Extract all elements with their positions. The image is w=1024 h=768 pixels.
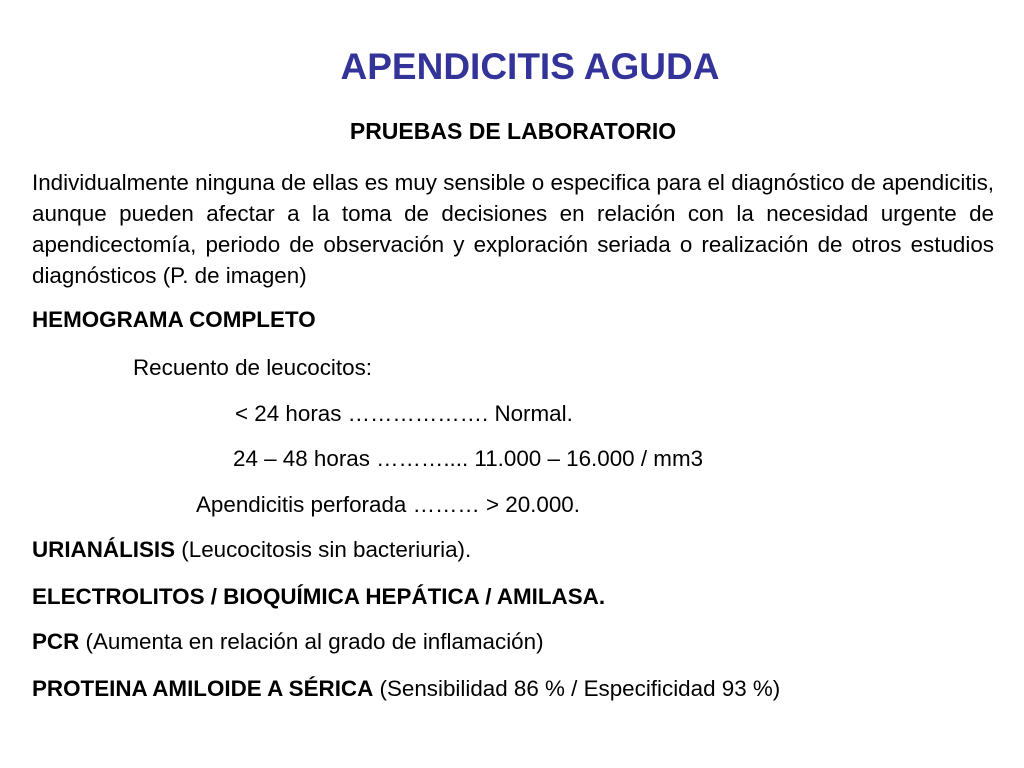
intro-paragraph: Individualmente ninguna de ellas es muy sensible o especifica para el diagnóstico de apendicitis, aunque pueden afectar a la toma de decisiones en relación con la necesidad urgente de apendicectomía, periodo de observación y exploración seriada o realización de otros estudios diagnósticos (P. de imagen) — [32, 170, 994, 288]
test-name: URIANÁLISIS — [32, 537, 176, 562]
test-detail: (Sensibilidad 86 % / Especificidad 93 %) — [373, 676, 781, 701]
test-pcr — [32, 628, 544, 656]
test-name: ELECTROLITOS / BIOQUÍMICA HEPÁTICA / AMILASA. — [32, 584, 606, 609]
recuento-label: Recuento de leucocitos: — [133, 355, 372, 380]
test-detail: (Leucocitosis sin bacteriuria). — [175, 537, 472, 562]
test-urianalisis — [32, 536, 471, 564]
slide-title: APENDICITIS AGUDA — [340, 46, 720, 87]
leucocitos-row-normal: < 24 horas ………………. Normal. — [235, 401, 573, 426]
test-proteina-amiloide — [32, 675, 780, 703]
test-electrolitos — [32, 583, 605, 611]
slide-subtitle: PRUEBAS DE LABORATORIO — [349, 118, 677, 144]
test-detail: (Aumenta en relación al grado de inflamación) — [79, 629, 544, 654]
hemograma-heading: HEMOGRAMA COMPLETO — [32, 307, 316, 332]
leucocitos-row-perforada: Apendicitis perforada ……… > 20.000. — [196, 492, 580, 517]
leucocitos-row-24-48: 24 – 48 horas ……….... 11.000 – 16.000 / mm3 — [233, 446, 704, 471]
test-name: PCR — [32, 629, 80, 654]
test-name: PROTEINA AMILOIDE A SÉRICA — [32, 676, 374, 701]
